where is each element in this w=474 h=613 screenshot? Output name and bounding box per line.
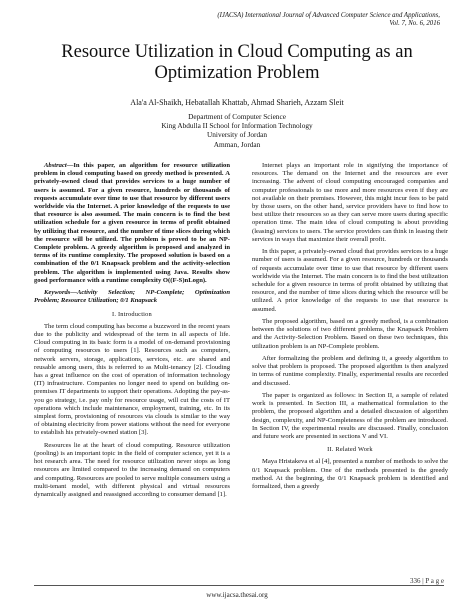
right-paragraph-1: Internet plays an important role in signifying the importance of resources. The demand on the Internet and the resources are ever increasing. The advent of cloud computing encouraged companies and computer professionals to use more and more resources even if they are not available on their premises. However, this might incur fees to be paid by those users, on the other hand, service providers have to find how to best utilize their resources so as they can serve more users during specific operation time. The main idea of cloud computing is about providing (leasing) services to users. The service providers can think in leasing their services in ways that maximize their overall profit. (252, 162, 448, 243)
journal-url-link[interactable]: www.ijacsa.thesai.org (206, 591, 268, 599)
page-number: 336 | P a g e (410, 577, 444, 585)
affiliation-city: Amman, Jordan (213, 139, 261, 149)
right-paragraph-5: The paper is organized as follows: in Section II, a sample of related work is presented. In Section III, a mathematical formulation to the problem, the proposed algorithm and a detailed discussion of algorithm design, complexity, and NP-Completeness of the problem are introduced. In Section IV, the experimental results are discussed. Finally, conclusion and future work are presented in sections V and VI. (252, 392, 448, 441)
right-paragraph-4: After formalizing the problem and defining it, a greedy algorithm to solve that problem is proposed. The proposed algorithm is then analyzed in terms of runtime complexity. Finally, experimental results are recorded and discussed. (252, 355, 448, 387)
journal-volume: Vol. 7, No. 6, 2016 (389, 20, 440, 28)
right-paragraph-3: The proposed algorithm, based on a greedy method, is a combination between the solutions of two different problems, the Knapsack Problem and the Activity-Selection Problem. Based on these two techniques, this utilization problem is an NP-Complete problem. (252, 318, 448, 350)
abstract-text: —In this paper, an algorithm for resource utilization problem in cloud computing based on greedy method is presented. A privately-owned cloud that provides services to a huge number of users is assumed. For a given resource, hundreds or thousands of requests accumulate over time to use that resource by different users worldwide via the Internet. A prior knowledge of the requests to use that resource is also assumed. The main concern is to find the best utilization schedule for a given resource in terms of profit obtained by utilizing that resource, and the number of time slices during which the resource will be utilized. The problem is proved to be an NP-Complete problem. A greedy algorithm is proposed and analyzed in terms of its runtime complexity. The proposed solution is based on a combination of the 0/1 Knapsack problem and the activity-selection problem. The algorithm is implemented using Java. Results show good performance with a runtime complexity O((F-S)nLogn). (34, 162, 230, 284)
related-work-paragraph-1: Maya Hristakeva et al [4], presented a number of methods to solve the 0/1 Knapsack problem. One of the methods presented is the greedy method. At the beginning, the 0/1 Knapsack problem is identified and formalized, then a greedy (252, 458, 448, 491)
affiliation-university: University of Jordan (207, 130, 267, 140)
affiliation-school: King Abdulla II School for Information Technology (161, 121, 313, 131)
paper-title (30, 42, 444, 84)
journal-header (20, 12, 440, 29)
footer-divider (34, 585, 444, 586)
journal-name: (IJACSA) International Journal of Advanced Computer Science and Applications, (217, 12, 440, 19)
abstract-lead: Abstract (44, 162, 67, 169)
section-heading-introduction: I. Introduction (112, 310, 152, 318)
title-line-1: Resource Utilization in Cloud Computing as an (61, 42, 413, 62)
intro-paragraph-2: Resources lie at the heart of cloud computing. Resource utilization (pooling) is an important topic in the field of computer science, yet it is a hot research area. The need for resource utilization never stops as long resources are limited compared to the increasing demand on computers and computing. Resources are pooled to serve multiple consumers using a multi-tenant model, with different physical and virtual resources dynamically assigned and reassigned according to consumer demand [1]. (34, 441, 230, 499)
title-line-2: Optimization Problem (154, 63, 320, 83)
section-heading-related-work: II. Related Work (327, 446, 373, 454)
author-list: Ala'a Al-Shaikh, Hebatallah Khattab, Ahmad Sharieh, Azzam Sleit (130, 98, 344, 107)
left-column (34, 162, 230, 503)
intro-paragraph-1: The term cloud computing has become a buzzword in the recent years due to the publicity and widespread of the term in all aspects of life. Cloud computing in its basic form is a model of on-demand provisioning of computing resources to users [1]. Resources such as computers, network servers, storage, applications, services, etc. are shared and reusable among users, this is referred to as Multi-tenancy [2]. Clouding has a great influence on the cost of operation of information technology (IT) infrastructure. Companies no longer need to spend on building on-premises IT departments to support their operations. Adopting the pay-as-you go strategy, i.e. pay only for resource usage, will cut the costs of IT operations which include maintenance, employment, training, etc. In its simplest form, provisioning of resources via clouds is similar to the way of obtaining electricity from power stations without the need for everyone to establish his privately-owned station [3]. (34, 322, 230, 437)
affiliation-department: Department of Computer Science (188, 112, 286, 121)
abstract (34, 162, 230, 285)
right-column (252, 162, 448, 495)
keywords: Keywords—Activity Selection; NP-Complete; Optimization Problem; Resource Utilization; 0/1 Knapsack (34, 289, 230, 305)
affiliation-block (30, 112, 444, 149)
right-paragraph-2: In this paper, a privately-owned cloud that provides services to a huge number of users is assumed. For a given resource, hundreds or thousands of requests accumulate over time to use that resource by different users worldwide via the Internet. The main concern is to find the best utilization schedule for a given resource in terms of profit obtained by utilizing that resource, and the number of time slices during which the resource will be utilized. A prior knowledge of the requests to use that resource is assumed. (252, 248, 448, 313)
